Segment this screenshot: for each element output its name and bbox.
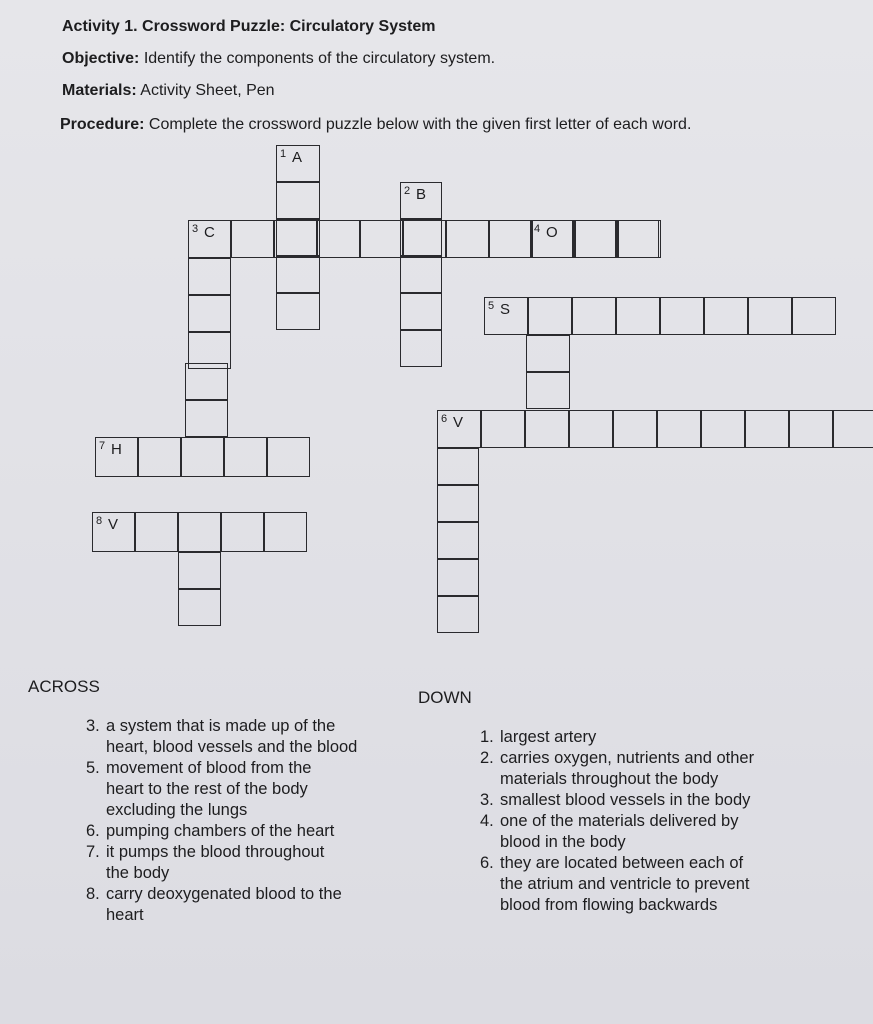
clue-text: heart to the rest of the body: [106, 780, 308, 798]
given-letter: V: [108, 516, 119, 533]
clue-number: 1.: [480, 728, 494, 746]
start-cell[interactable]: [95, 437, 138, 477]
clue-number: 3.: [86, 717, 100, 735]
clue-line: [480, 769, 860, 790]
crossword-cell[interactable]: [789, 410, 833, 448]
clue-text: excluding the lungs: [106, 801, 248, 819]
given-letter: O: [546, 224, 558, 241]
clue-text: carries oxygen, nutrients and other: [500, 749, 755, 767]
crossword-cell[interactable]: [400, 293, 442, 330]
clue-number: 5: [488, 300, 495, 312]
crossword-cell[interactable]: [745, 410, 789, 448]
crossword-cell[interactable]: [833, 410, 873, 448]
crossword-cell[interactable]: [231, 220, 274, 258]
start-cell[interactable]: [188, 220, 231, 258]
start-cell[interactable]: [530, 220, 573, 258]
start-cell[interactable]: [400, 182, 442, 219]
crossword-cell[interactable]: [437, 596, 479, 633]
given-letter: B: [416, 186, 427, 203]
crossword-cell[interactable]: [264, 512, 307, 552]
clue-text: blood from flowing backwards: [500, 896, 718, 914]
clue-line: [480, 727, 860, 748]
crossword-cell[interactable]: [748, 297, 792, 335]
clue-text: heart: [106, 906, 144, 924]
clue-number: 8.: [86, 885, 100, 903]
clue-line: [86, 716, 416, 737]
clue-line: [86, 821, 416, 842]
clue-line: [86, 737, 416, 758]
crossword-cell[interactable]: [569, 410, 613, 448]
crossword-cell[interactable]: [276, 293, 320, 330]
clue-text: the atrium and ventricle to prevent: [500, 875, 750, 893]
crossword-cell[interactable]: [400, 330, 442, 367]
clue-number: 7.: [86, 843, 100, 861]
start-cell[interactable]: [484, 297, 528, 335]
crossword-cell[interactable]: [616, 297, 660, 335]
clue-line: [480, 832, 860, 853]
crossword-cell[interactable]: [181, 437, 224, 477]
start-cell[interactable]: [437, 410, 481, 448]
crossword-cell[interactable]: [613, 410, 657, 448]
clue-text: it pumps the blood throughout: [106, 843, 325, 861]
crossword-cell[interactable]: [185, 400, 228, 437]
given-letter: A: [292, 149, 303, 166]
activity-title: Activity 1. Crossword Puzzle: Circulatory System: [62, 18, 436, 35]
clue-number: 2.: [480, 749, 494, 767]
crossword-cell[interactable]: [437, 522, 479, 559]
clue-number: 3.: [480, 791, 494, 809]
clue-text: carry deoxygenated blood to the: [106, 885, 342, 903]
crossword-cell[interactable]: [276, 256, 320, 293]
crossword-cell[interactable]: [526, 335, 570, 372]
crossword-cell[interactable]: [446, 220, 489, 258]
clue-number: 6.: [480, 854, 494, 872]
clue-number: 1: [280, 148, 287, 160]
crossword-cell[interactable]: [657, 410, 701, 448]
materials-label: Materials:: [62, 82, 137, 99]
crossword-cell[interactable]: [188, 295, 231, 332]
clue-line: [480, 853, 860, 874]
crossword-cell[interactable]: [437, 559, 479, 596]
clue-number: 8: [96, 515, 103, 527]
given-letter: H: [111, 441, 122, 458]
objective-text: Identify the components of the circulatory system.: [143, 50, 496, 67]
crossword-cell[interactable]: [267, 437, 310, 477]
across-title: ACROSS: [28, 677, 100, 696]
clue-number: 4.: [480, 812, 494, 830]
crossword-cell[interactable]: [526, 372, 570, 409]
down-title: DOWN: [418, 688, 472, 707]
crossword-cell[interactable]: [274, 220, 317, 258]
clue-line: [86, 905, 416, 926]
crossword-cell[interactable]: [437, 448, 479, 485]
clue-number: 7: [99, 440, 106, 452]
given-letter: C: [204, 224, 215, 241]
crossword-cell[interactable]: [481, 410, 525, 448]
crossword-cell[interactable]: [276, 182, 320, 219]
objective-label: Objective:: [62, 50, 140, 67]
clue-number: 6.: [86, 822, 100, 840]
clue-line: [480, 790, 860, 811]
crossword-cell[interactable]: [317, 220, 360, 258]
clue-line: [86, 800, 416, 821]
clue-number: 3: [192, 223, 199, 235]
clue-line: [86, 863, 416, 884]
clue-line: [480, 811, 860, 832]
crossword-cell[interactable]: [489, 220, 532, 258]
crossword-cell[interactable]: [660, 297, 704, 335]
given-letter: S: [500, 301, 511, 318]
crossword-cell[interactable]: [573, 220, 616, 258]
clue-text: materials throughout the body: [500, 770, 719, 788]
crossword-cell[interactable]: [178, 512, 221, 552]
crossword-cell[interactable]: [221, 512, 264, 552]
procedure-text: Complete the crossword puzzle below with the given first letter of each word.: [148, 116, 692, 133]
crossword-cell[interactable]: [792, 297, 836, 335]
crossword-cell[interactable]: [188, 258, 231, 295]
clue-text: a system that is made up of the: [106, 717, 336, 735]
crossword-cell[interactable]: [178, 552, 221, 589]
clue-number: 2: [404, 185, 411, 197]
crossword-cell[interactable]: [616, 220, 659, 258]
crossword-cell[interactable]: [185, 363, 228, 400]
start-cell[interactable]: [276, 145, 320, 182]
clue-text: pumping chambers of the heart: [106, 822, 335, 840]
clue-number: 4: [534, 223, 541, 235]
crossword-cell[interactable]: [437, 485, 479, 522]
crossword-cell[interactable]: [528, 297, 572, 335]
clue-line: [480, 874, 860, 895]
clue-number: 6: [441, 413, 448, 425]
crossword-cell[interactable]: [138, 437, 181, 477]
procedure-label: Procedure:: [60, 116, 145, 133]
clue-text: one of the materials delivered by: [500, 812, 739, 830]
crossword-cell[interactable]: [400, 256, 442, 293]
clue-text: smallest blood vessels in the body: [500, 791, 751, 809]
clue-text: heart, blood vessels and the blood: [106, 738, 358, 756]
crossword-cell[interactable]: [403, 220, 446, 258]
clue-text: largest artery: [500, 728, 597, 746]
clue-text: movement of blood from the: [106, 759, 312, 777]
materials-text: Activity Sheet, Pen: [140, 82, 275, 99]
clue-line: [480, 748, 860, 769]
clue-line: [86, 884, 416, 905]
given-letter: V: [453, 414, 464, 431]
across-clues: [86, 716, 416, 926]
crossword-cell[interactable]: [572, 297, 616, 335]
start-cell[interactable]: [92, 512, 135, 552]
clue-line: [86, 779, 416, 800]
down-clues: [480, 727, 860, 916]
crossword-cell[interactable]: [360, 220, 403, 258]
crossword-cell[interactable]: [704, 297, 748, 335]
crossword-cell[interactable]: [178, 589, 221, 626]
clue-text: they are located between each of: [500, 854, 744, 872]
clue-number: 5.: [86, 759, 100, 777]
crossword-cell[interactable]: [135, 512, 178, 552]
clue-text: the body: [106, 864, 170, 882]
clue-line: [86, 758, 416, 779]
crossword-cell[interactable]: [701, 410, 745, 448]
clue-line: [480, 895, 860, 916]
crossword-cell[interactable]: [224, 437, 267, 477]
clue-line: [86, 842, 416, 863]
clue-text: blood in the body: [500, 833, 626, 851]
crossword-cell[interactable]: [525, 410, 569, 448]
